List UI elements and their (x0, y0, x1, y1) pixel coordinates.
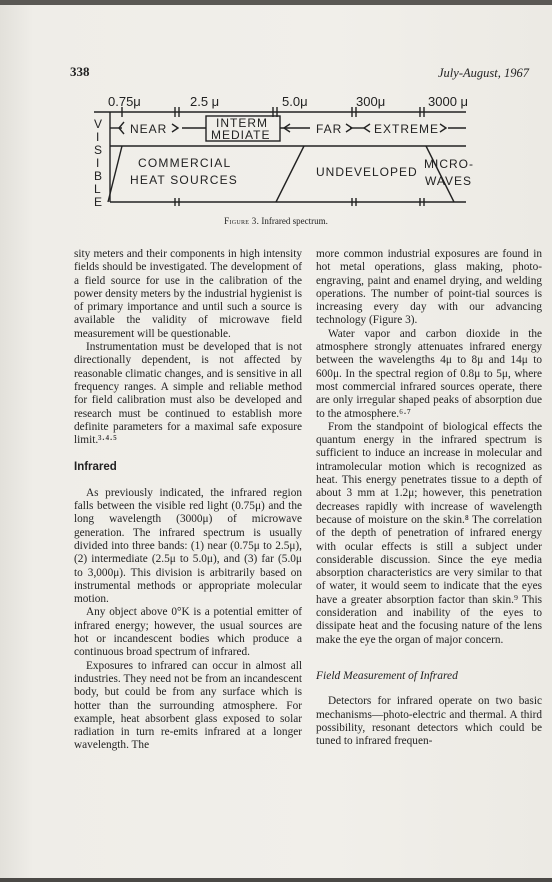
infrared-spectrum-figure (86, 90, 474, 210)
section-heading-infrared: Infrared (74, 461, 117, 474)
visible-letter-2: S (94, 143, 103, 157)
wavelength-label-1: 2.5 μ (190, 94, 220, 109)
band-extreme: EXTREME (374, 122, 440, 136)
figure-caption (0, 216, 552, 226)
right-column (316, 248, 542, 748)
visible-letter-3: I (96, 156, 100, 170)
source-heat-sources: HEAT SOURCES (130, 173, 238, 187)
source-commercial: COMMERCIAL (138, 156, 232, 170)
visible-letter-0: V (94, 117, 103, 131)
left-paragraph-3: As previously indicated, the infrared region falls between the visible red light (0.75μ) and the long wavelength (3000μ) of microwave generation. The infrared spectrum is usually divided into three bands: (1) near (0.75μ to 2.5μ), (2) intermediate (2.5μ to 5.0μ), and (3) far (5.0μ to 3,000μ). This division is arbitrarily based on instrumental methods or appropriate molecular motion. (74, 486, 302, 606)
left-paragraph-2: Instrumentation must be developed that is not directionally dependent, is not affected by reasonable climatic changes, and is sensitive in all frequency ranges. A simple and reliable method for field calibration must also be developed and research must be continued to establish more definite parameters for a maximal safe exposure limit.³·⁴·⁵ (74, 341, 302, 447)
band-intermediate-line2: MEDIATE (211, 128, 271, 142)
band-near: NEAR (130, 122, 168, 136)
figure-caption-text: Infrared spectrum. (261, 216, 328, 226)
left-paragraph-4: Any object above 0°K is a potential emitter of infrared energy; however, the usual sources are hot or incandescent bodies which produce a continuous broad spectrum of infrared. (74, 606, 302, 659)
band-far: FAR (316, 122, 343, 136)
wavelength-label-0: 0.75μ (108, 94, 141, 109)
right-paragraph-3: From the standpoint of biological effects the quantum energy in the infrared spectrum is sufficient to induce an increase in molecular and intramolecular motion which is recognized as heat. This energy penetrates tissue to a depth of about 3 mm at 1.2μ; however, this penetration decreases rapidly with increase of wavelength because of moisture on the skin.⁸ The correlation of the depth of penetration of infrared energy with ocular effects is still a subject under considerable discussion. Since the eye media absorption characteristics are very similar to that of water, it would seem to indicate that the eyes have a greater absorption factor than skin.⁹ This consideration and inability of the eyes to dissipate heat and the focusing nature of the lens make the eye the organ of major concern. (316, 420, 542, 646)
visible-letter-1: I (96, 130, 100, 144)
wavelength-label-3: 300μ (356, 94, 386, 109)
right-paragraph-2: Water vapor and carbon dioxide in the atmosphere strongly attenuates infrared energy between the wavelengths 4μ to 8μ and 14μ to 600μ. In the spectral region of 0.8μ to 5μ, where most commercial infrared sources operate, there are only irregular shaped peaks of absorption due to the atmosphere.⁶·⁷ (316, 327, 542, 420)
right-paragraph-4: Detectors for infrared operate on two basic mechanisms—photo-electric and thermal. A third possibility, resonant detectors which could be tuned to infrared frequen- (316, 695, 542, 748)
right-paragraph-1: more common industrial exposures are found in hot metal operations, glass making, photo-engraving, paint and enamel drying, and welding operations. The number of point-tial sources is increasing every day with our advancing technology (Figure 3). (316, 248, 542, 327)
figure-caption-label: Figure 3. (224, 216, 260, 226)
visible-letter-4: B (94, 169, 103, 183)
scan-edge-bottom (0, 878, 552, 882)
source-waves: WAVES (424, 174, 472, 188)
section-heading-field-measurement: Field Measurement of Infrared (316, 669, 458, 682)
running-head: July-August, 1967 (438, 66, 529, 80)
wavelength-label-4: 3000 μ (428, 94, 469, 109)
source-undeveloped: UNDEVELOPED (316, 165, 418, 179)
wavelength-label-2: 5.0μ (282, 94, 308, 109)
source-micro: MICRO- (424, 157, 474, 171)
page-number: 338 (70, 64, 90, 79)
left-paragraph-5: Exposures to infrared can occur in almost all industries. They need not be from an incandescent body, but could be from any surface which is hotter than the surrounding atmosphere. For example, heat absorbent glass exposed to solar radiation in turn re-emits infrared at a longer wavelength. The (74, 659, 302, 752)
visible-letter-5: L (94, 182, 101, 196)
band-intermediate-line1: INTERM (216, 116, 268, 130)
scan-edge-top (0, 0, 552, 5)
left-column (74, 248, 302, 753)
left-paragraph-1: sity meters and their components in high intensity fields should be investigated. The development of a field source for use in the calibration of the power density meters by the industrial hygienist is of primary importance and until such a source is available the validity of microwave field measurement will be questionable. (74, 248, 302, 340)
visible-letter-6: E (94, 195, 103, 209)
